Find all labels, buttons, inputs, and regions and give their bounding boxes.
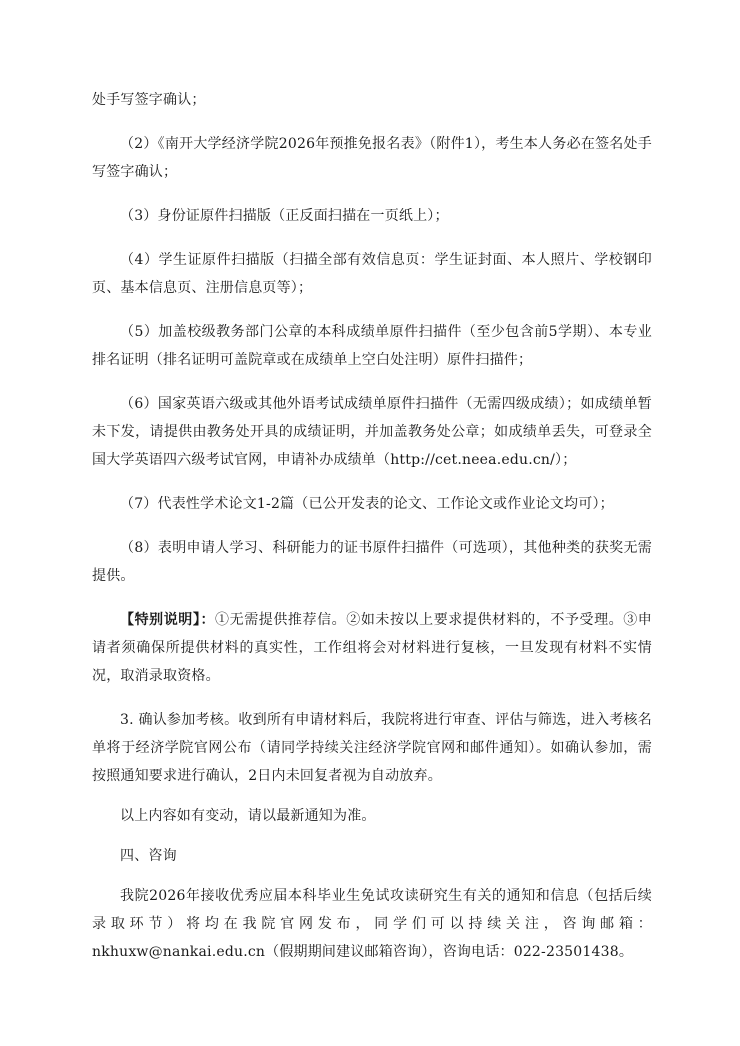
item-6-english-score: （6）国家英语六级或其他外语考试成绩单原件扫描件（无需四级成绩）；如成绩单暂未下发，请提供由教务处开具的成绩证明，并加盖教务处公章；如成绩单丢失，可登录全国大学英语四六级考试官网，申请补办成绩单（http://cet.neea.edu.cn/）； bbox=[92, 396, 652, 468]
item-2-registration-form: （2）《南开大学经济学院2026年预推免报名表》（附件1），考生本人务必在签名处手写签字确认； bbox=[92, 136, 652, 180]
change-notice: 以上内容如有变动，请以最新通知为准。 bbox=[120, 808, 376, 824]
item-8-certificates: （8）表明申请人学习、科研能力的证书原件扫描件（可选项），其他种类的获奖无需提供。 bbox=[92, 540, 652, 584]
section-heading-consult: 四、咨询 bbox=[120, 848, 177, 864]
item-7-papers: （7）代表性学术论文1-2篇（已公开发表的论文、工作论文或作业论文均可）； bbox=[120, 496, 614, 512]
special-note-label: 【特别说明】： bbox=[120, 612, 216, 628]
item-5-transcript: （5）加盖校级教务部门公章的本科成绩单原件扫描件（至少包含前5学期）、本专业排名证明（排名证明可盖院章或在成绩单上空白处注明）原件扫描件； bbox=[92, 324, 652, 368]
special-note-text: ①无需提供推荐信。②如未按以上要求提供材料的，不予受理。③申请者须确保所提供材料的真实性，工作组将会对材料进行复核，一旦发现有材料不实情况，取消录取资格。 bbox=[92, 612, 652, 684]
consult-info: 我院2026年接收优秀应届本科毕业生免试攻读研究生有关的通知和信息（包括后续录取环节）将均在我院官网发布，同学们可以持续关注，咨询邮箱：nkhuxw@nankai.edu.cn（假期期间建议邮箱咨询），咨询电话：022-23501438。 bbox=[92, 888, 652, 960]
item-3-id-card: （3）身份证原件扫描版（正反面扫描在一页纸上）； bbox=[120, 208, 449, 224]
paragraph-continuation: 处手写签字确认； bbox=[92, 92, 206, 108]
document-page bbox=[92, 86, 652, 966]
special-note bbox=[92, 606, 652, 690]
confirm-participation: 3. 确认参加考核。收到所有申请材料后，我院将进行审查、评估与筛选，进入考核名单将于经济学院官网公布（请同学持续关注经济学院官网和邮件通知）。如确认参加，需按照通知要求进行确认，2日内未回复者视为自动放弃。 bbox=[92, 712, 652, 784]
item-4-student-card: （4）学生证原件扫描版（扫描全部有效信息页：学生证封面、本人照片、学校钢印页、基本信息页、注册信息页等）； bbox=[92, 252, 652, 296]
